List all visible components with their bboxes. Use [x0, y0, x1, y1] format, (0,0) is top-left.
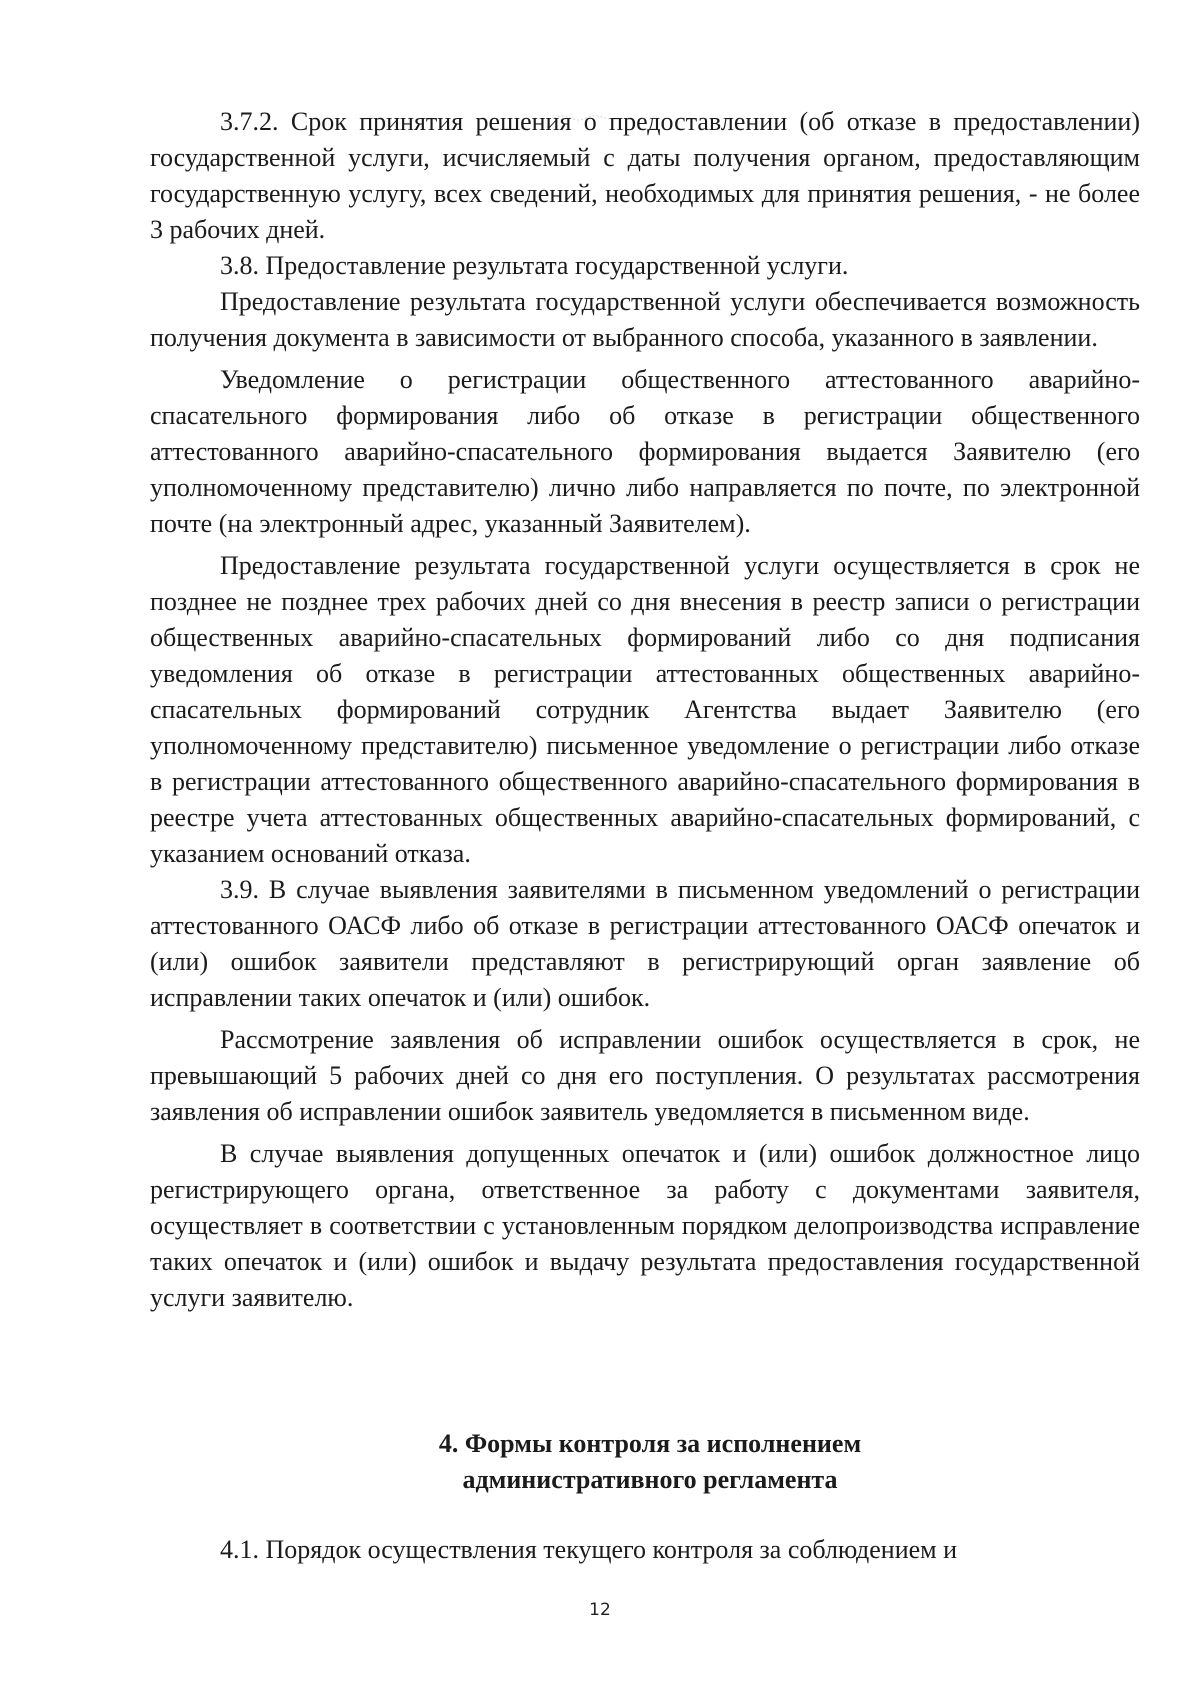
section-heading [340, 1426, 960, 1498]
paragraph-result-provision: Предоставление результата государственной услуги обеспечивается возможность получения документа в зависимости от выбранного способа, указанного в заявлении. [150, 287, 1140, 352]
paragraph-3-7-2: 3.7.2. Срок принятия решения о предоставлении (об отказе в предоставлении) государственной услуги, исчисляемый с даты получения органом, предоставляющим государственную услугу, всех сведений, необходимых для принятия решения, - не более 3 рабочих дней. [150, 107, 1140, 244]
paragraph-3-9: 3.9. В случае выявления заявителями в письменном уведомлений о регистрации аттестованного ОАСФ либо об отказе в регистрации аттестованного ОАСФ опечаток и (или) ошибок заявители представляют в регистрирующий орган заявление об исправлении таких опечаток и (или) ошибок. [150, 875, 1140, 1012]
paragraph-notification: Уведомление о регистрации общественного аттестованного аварийно-спасательного формирования либо об отказе в регистрации общественного аттестованного аварийно-спасательного формирования выдается Заявителю (его уполномоченному представителю) лично либо направляется по почте, по электронной почте (на электронный адрес, указанный Заявителем). [150, 365, 1140, 538]
section-heading-line-1: 4. Формы контроля за исполнением [438, 1429, 862, 1458]
body-text-bottom [150, 1532, 1140, 1568]
paragraph-3-8: 3.8. Предоставление результата государственной услуги. [220, 251, 849, 280]
paragraph-error-review: Рассмотрение заявления об исправлении ошибок осуществляется в срок, не превышающий 5 рабочих дней со дня его поступления. О результатах рассмотрения заявления об исправлении ошибок заявитель уведомляется в письменном виде. [150, 1025, 1140, 1126]
paragraph-4-1: 4.1. Порядок осуществления текущего контроля за соблюдением и [220, 1535, 958, 1564]
section-heading-line-2: административного регламента [462, 1465, 838, 1494]
page-number: 12 [589, 1600, 611, 1620]
paragraph-result-deadline: Предоставление результата государственной услуги осуществляется в срок не позднее не позднее трех рабочих дней со дня внесения в реестр записи о регистрации общественных аварийно-спасательных формирований либо со дня подписания уведомления об отказе в регистрации аттестованных общественных аварийно-спасательных формирований сотрудник Агентства выдает Заявителю (его уполномоченному представителю) письменное уведомление о регистрации либо отказе в регистрации аттестованного общественного аварийно-спасательного формирования в реестре учета аттестованных общественных аварийно-спасательных формирований, с указанием оснований отказа. [150, 551, 1140, 868]
body-text-top [150, 104, 1140, 1316]
paragraph-error-correction: В случае выявления допущенных опечаток и (или) ошибок должностное лицо регистрирующего органа, ответственное за работу с документами заявителя, осуществляет в соответствии с установленным порядком делопроизводства исправление таких опечаток и (или) ошибок и выдачу результата предоставления государственной услуги заявителю. [150, 1139, 1140, 1312]
